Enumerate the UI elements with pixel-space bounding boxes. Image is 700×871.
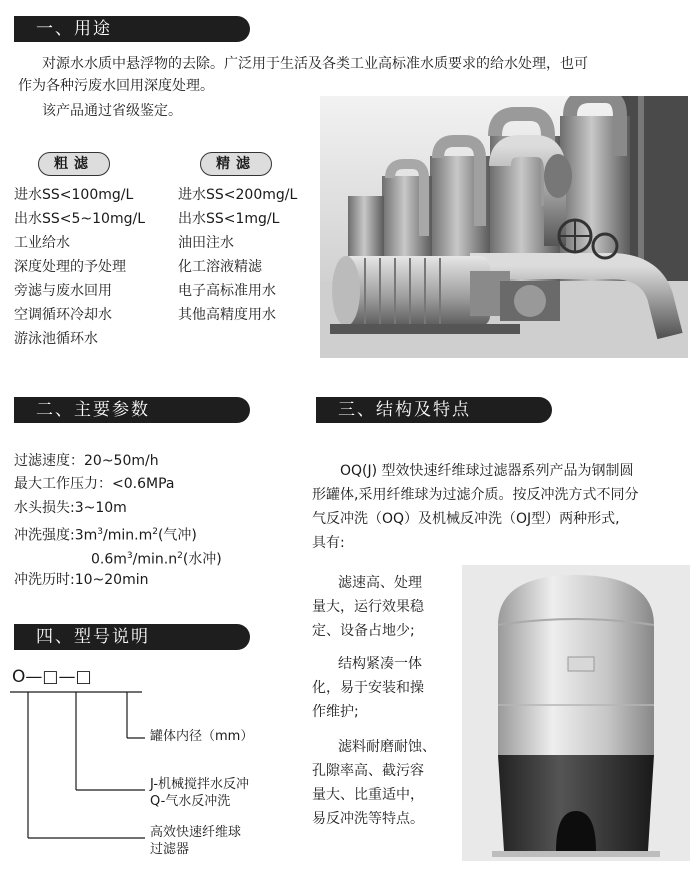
model-product-label-line2: 过滤器 <box>150 842 190 857</box>
list-item: 旁滤与废水回用 <box>14 283 112 299</box>
model-code-dash: — <box>58 667 76 687</box>
list-item: 出水SS<5~10mg/L <box>14 211 145 227</box>
feature-line: 易反冲洗等特点。 <box>312 811 424 827</box>
usage-intro-line2: 作为各种污废水回用深度处理。 <box>18 78 214 94</box>
param-filter-speed: 过滤速度：20~50m/h <box>14 453 159 469</box>
fine-filter-label: 精滤 <box>200 152 272 176</box>
usage-intro-line1: 对源水水质中悬浮物的去除。广泛用于生活及各类工业高标准水质要求的给水处理，也可 <box>42 56 588 72</box>
section-params-title: 二、主要参数 <box>14 397 250 423</box>
list-item: 进水SS<100mg/L <box>14 187 134 203</box>
sup-3: 3 <box>97 527 103 537</box>
model-type-j-label: J-机械搅拌水反冲 <box>150 777 250 792</box>
param-max-pressure: 最大工作压力：<0.6MPa <box>14 476 175 492</box>
feature-line: 量大、比重适中， <box>312 787 424 803</box>
feature-line: 作维护; <box>312 704 359 720</box>
feature-line: 孔隙率高、截污容 <box>312 763 424 779</box>
model-code-o: O <box>12 667 26 687</box>
model-code-box: □ <box>42 667 59 687</box>
list-item: 空调循环冷却水 <box>14 307 112 323</box>
feature-line: 滤速高、处理 <box>338 575 422 591</box>
model-code-dash: — <box>25 667 43 687</box>
filter-tank-illustration <box>462 565 690 861</box>
coarse-filter-label: 粗滤 <box>38 152 110 176</box>
fiber-ball-filter-tank-photo <box>462 565 690 861</box>
flush-prefix: 冲洗强度:3m <box>14 527 98 544</box>
structure-intro-line4: 具有: <box>312 535 345 551</box>
list-item: 深度处理的予处理 <box>14 259 126 275</box>
feature-line: 定、设备占地少; <box>312 623 415 639</box>
list-item: 出水SS<1mg/L <box>178 211 280 227</box>
section-model-title: 四、型号说明 <box>14 624 250 650</box>
list-item: 电子高标准用水 <box>178 283 276 299</box>
list-item: 工业给水 <box>14 235 70 251</box>
usage-note: 该产品通过省级鉴定。 <box>42 103 182 119</box>
model-type-q-label: Q-气水反冲洗 <box>150 794 231 809</box>
structure-intro-line1: OQ(J) 型效快速纤维球过滤器系列产品为钢制圆 <box>340 463 634 479</box>
list-item: 其他高精度用水 <box>178 307 276 323</box>
feature-line: 滤料耐磨耐蚀、 <box>338 739 436 755</box>
sup-2: 2 <box>152 527 158 537</box>
structure-intro-line3: 气反冲洗（OQ）及机械反冲洗（OJ型）两种形式, <box>312 511 620 527</box>
model-product-label-line1: 高效快速纤维球 <box>150 825 242 840</box>
feature-line: 化，易于安装和操 <box>312 680 424 696</box>
param-flush-duration: 冲洗历时:10~20min <box>14 572 149 588</box>
flush2-mid: /min.n <box>132 551 178 568</box>
sup-3: 3 <box>126 551 133 561</box>
sup-2: 2 <box>177 551 183 561</box>
filter-plant-photo <box>320 96 688 358</box>
flush2-suffix: (水冲) <box>182 551 222 568</box>
feature-line: 量大，运行效果稳 <box>312 599 424 615</box>
flush-mid: /min.m <box>103 527 153 544</box>
model-code-box: □ <box>75 667 92 687</box>
model-diameter-label: 罐体内径（mm） <box>150 729 254 744</box>
filter-plant-illustration <box>320 96 688 358</box>
section-usage-title: 一、用途 <box>14 16 250 42</box>
list-item: 化工溶液精滤 <box>178 259 262 275</box>
list-item: 游泳池循环水 <box>14 331 98 347</box>
feature-line: 结构紧凑一体 <box>338 656 422 672</box>
param-head-loss: 水头损失:3~10m <box>14 500 127 516</box>
flush-suffix: (气冲) <box>157 527 197 544</box>
structure-intro-line2: 形罐体,采用纤维球为过滤介质。按反冲洗方式不同分 <box>312 487 639 503</box>
flush2-prefix: 0.6m <box>91 551 127 568</box>
list-item: 油田注水 <box>178 235 234 251</box>
section-structure-title: 三、结构及特点 <box>316 397 552 423</box>
list-item: 进水SS<200mg/L <box>178 187 298 203</box>
